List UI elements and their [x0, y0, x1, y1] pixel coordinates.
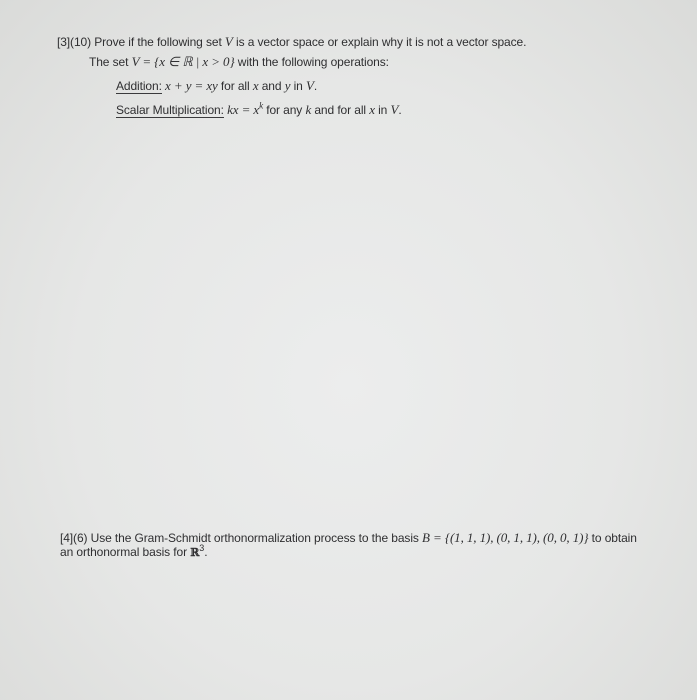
- scalar-for-any: for any: [262, 103, 306, 117]
- addition-for-all: for all: [217, 79, 253, 93]
- addition-end: .: [313, 79, 318, 93]
- problem-3-header-tail: is a vector space or explain why it is not a vector space.: [232, 35, 527, 49]
- scalar-x: x: [369, 102, 375, 117]
- addition-definition: [116, 79, 317, 93]
- addition-V: V: [305, 78, 314, 93]
- scalar-and-all: and for all: [311, 103, 370, 117]
- problem-4-line-1: [60, 531, 637, 545]
- set-expression: V = {x ∈ ℝ | x > 0}: [131, 54, 235, 69]
- problem-4-text: [4](6) Use the Gram-Schmidt orthonormalization process to the basis: [60, 531, 423, 545]
- set-definition: [89, 55, 389, 69]
- problem-4-line-2-end: .: [204, 545, 208, 559]
- problem-4-line-2-text: an orthonormal basis for: [60, 545, 191, 559]
- set-tail: with the following operations:: [234, 55, 389, 69]
- set-variable: V: [224, 34, 233, 49]
- addition-y: y: [284, 78, 291, 93]
- scalar-expression-lhs: kx = x: [227, 102, 260, 117]
- scalar-V: V: [390, 102, 399, 117]
- set-intro: The set: [89, 55, 132, 69]
- scalar-expression: [227, 102, 263, 117]
- addition-and: and: [258, 79, 285, 93]
- addition-x: x: [252, 78, 259, 93]
- problem-4-line-2: [60, 545, 207, 560]
- problem-3-header-text: [3](10) Prove if the following set: [57, 35, 225, 49]
- basis-expression: B = {(1, 1, 1), (0, 1, 1), (0, 0, 1)}: [422, 530, 589, 545]
- problem-4-tail: to obtain: [588, 531, 637, 545]
- scalar-end: .: [398, 103, 402, 117]
- scalar-multiplication-definition: [116, 100, 402, 117]
- real-space-exponent: 3: [199, 543, 205, 553]
- addition-in: in: [290, 79, 306, 93]
- scalar-exponent: k: [259, 100, 263, 111]
- addition-expression: x + y = xy: [165, 78, 218, 93]
- scalar-k: k: [305, 102, 312, 117]
- problem-3-header: [57, 35, 526, 49]
- real-space-symbol: ℝ: [190, 546, 200, 559]
- scalar-label: Scalar Multiplication:: [116, 103, 224, 117]
- addition-label: Addition:: [116, 79, 162, 93]
- scalar-in: in: [374, 103, 391, 117]
